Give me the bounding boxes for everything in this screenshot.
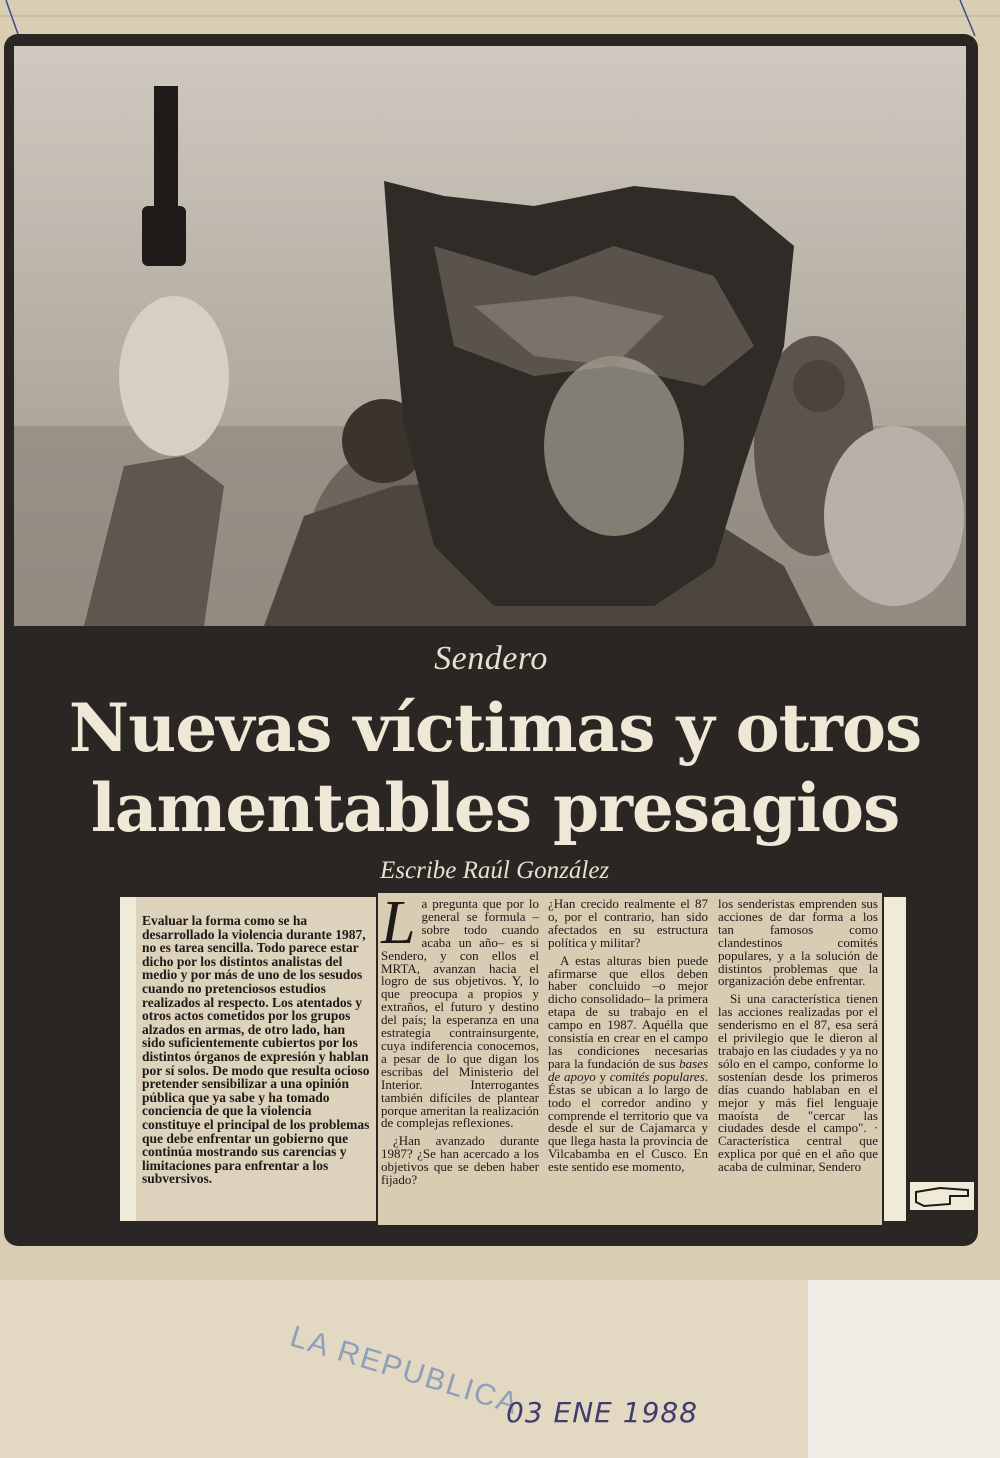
column-3 (718, 898, 878, 1179)
intro-bar (120, 897, 136, 1221)
drop-cap: L (381, 889, 416, 957)
date-handwriting: 03 ENE 1988 (506, 1396, 699, 1429)
col1-paragraph-2: ¿Han avanzado durante 1987? ¿Se han acercado a los objetivos que se deben haber fijado? (381, 1133, 539, 1188)
section-kicker: Sendero (434, 640, 548, 677)
continuation-bar (884, 897, 906, 1221)
headline-line-1: Nuevas víctimas y otros (68, 689, 922, 767)
col2-paragraph-2 (548, 952, 709, 1175)
column-1 (381, 889, 539, 1192)
col2-text-b: y (595, 1068, 610, 1084)
col3-paragraph-1: los senderistas emprenden sus acciones de dar forma a los tan famosos como clandestinos comités populares, y a la solución de distintos problemas que la organización debe enfrentar. (718, 896, 878, 989)
col2-text-c: . Éstas se ubican a lo largo de todo el corredor andino y comprende el territorio que va desde el sur de Cajamarca y que llega hasta la provincia de Vilcabamba en el Cusco. En este sentido ese momento, (548, 1068, 709, 1175)
column-2 (548, 898, 708, 1179)
article-photo (14, 46, 966, 626)
publication-stamp: LA REPUBLICA (286, 1320, 524, 1421)
col2-text-a: A estas alturas bien puede afirmarse que ellos deben haber concluido –o mejor dicho consolidado– la primera etapa de su trabajo en el campo en 1987. Aquélla que consistía en crear en el campo las condiciones necesarias para la fundación de sus (548, 952, 708, 1071)
headline (0, 688, 990, 848)
col1-paragraph-1: a pregunta que por lo general se formula –sobre todo cuando acaba un año– es si Sendero, y con ellos el MRTA, avanzan hacia el logro de sus objetivos. Y, lo que preocupa a propios y extraños, el futuro y destino del país; la esperanza en una estrategia contrainsurgente, cuya indiferencia conocemos, a pesar de lo que digan los escribas del Ministerio del Interior. Interrogantes también difíciles de plantear porque ameritan la realización de complejas reflexiones. (381, 896, 539, 1131)
col3-paragraph-2: Si una característica tienen las acciones realizadas por el senderismo en el 87, esa será el privilegio que le dieron al trabajo en las ciudades y ya no sólo en el campo, conforme lo sostenían desde los primeros días cuando hablaban en el mejor y más fiel lenguaje maoísta de "cercar las ciudades desde el campo". · Característica central que explica por qué en el año que acaba de culminar, Sendero (718, 991, 878, 1175)
col2-italic-2: comités populares (609, 1068, 705, 1084)
background-page (808, 1280, 1000, 1458)
col2-italic-1: bases de apoyo (548, 1055, 708, 1084)
pointing-hand-icon (910, 1178, 974, 1212)
intro-paragraph: Evaluar la forma como se ha desarrollado la violencia durante 1987, no es tarea sencilla. Todo parece estar dicho por los distintos analistas del medio y por más de uno de los sesudos cuando no pretenciosos estudios realizados al respecto. Los atentados y otros actos cometidos por los grupos alzados en armas, de otro lado, han sido suficientemente cubiertos por los distintos órganos de expresión y hablan por sí solos. De modo que resulta ocioso pretender sensibilizar a una opinión pública que ya sabe y ha tomado conciencia de que la violencia constituye el principal de los problemas que debe enfrentar un gobierno que continúa mostrando sus carencias y limitaciones para enfrentar a los subversivos. (142, 913, 370, 1187)
col2-paragraph-1: ¿Han crecido realmente el 87 o, por el contrario, han sido afectados en su estructura política y militar? (548, 896, 708, 950)
headline-line-2: lamentables presagios (90, 769, 900, 847)
byline: Escribe Raúl González (380, 857, 610, 884)
